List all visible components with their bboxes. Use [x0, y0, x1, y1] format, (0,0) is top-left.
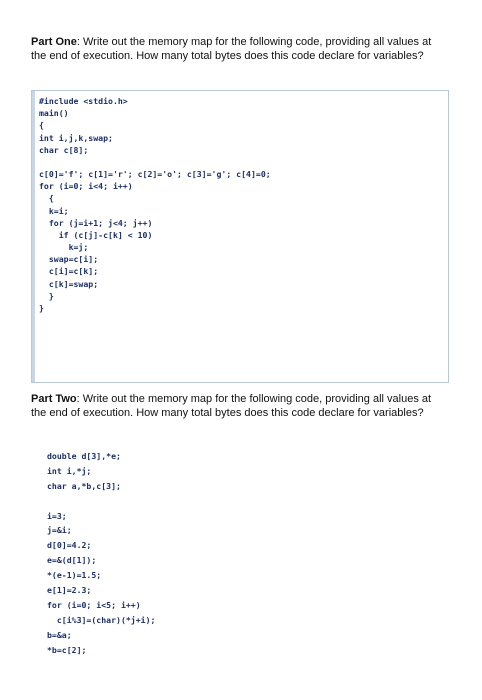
part-one-code-line: if (c[j]-c[k] < 10)	[39, 229, 153, 240]
part-one-code-line: for (i=0; i<4; i++)	[39, 181, 133, 192]
part-one-code-line: swap=c[i];	[39, 254, 99, 265]
part-one-code-box	[31, 90, 449, 383]
part-one-code-line: {	[39, 193, 54, 204]
part-one-code-line: #include <stdio.h>	[39, 96, 128, 106]
part-two-code-line: j=&i;	[47, 525, 72, 536]
part-two-code-line: e=&(d[1]);	[47, 555, 97, 566]
part-two-code-line: b=&a;	[47, 629, 72, 640]
part-two-code-line: c[i%3]=(char)(*j+i);	[47, 614, 156, 625]
part-two-code	[47, 449, 155, 657]
part-two-code-line: char a,*b,c[3];	[47, 480, 121, 491]
part-one-code-line: k=j;	[39, 242, 89, 253]
part-two-code-line: int i,*j;	[47, 465, 92, 476]
part-one-code-line: c[i]=c[k];	[39, 266, 99, 277]
part-one-label: Part One	[31, 36, 77, 48]
part-one-section	[31, 36, 449, 63]
part-two-section	[31, 393, 449, 420]
part-one-code-line: main()	[39, 108, 69, 119]
part-one-code-line: c[k]=swap;	[39, 278, 99, 289]
part-one-question: : Write out the memory map for the following code, providing all values at the end of execution. How many total bytes does this code declare for variables?	[31, 36, 432, 62]
part-two-label: Part Two	[31, 393, 77, 405]
part-two-code-line: *(e-1)=1.5;	[47, 570, 102, 581]
part-two-code-line: double d[3],*e;	[47, 451, 121, 461]
part-one-code-line	[39, 156, 271, 168]
part-one-code-line: char c[8];	[39, 144, 89, 155]
part-two-question: : Write out the memory map for the following code, providing all values at the end of execution. How many total bytes does this code declare for variables?	[31, 393, 432, 419]
code-box-accent-bar	[32, 91, 35, 382]
part-two-code-line: i=3;	[47, 510, 67, 521]
part-one-code	[39, 95, 271, 314]
part-two-code-line: e[1]=2.3;	[47, 585, 92, 596]
part-one-code-line: int i,j,k,swap;	[39, 132, 113, 143]
part-two-code-line: d[0]=4.2;	[47, 540, 92, 551]
part-two-code-line	[47, 494, 155, 509]
part-one-code-line: for (j=i+1; j<4; j++)	[39, 217, 153, 228]
part-two-prompt	[31, 393, 449, 420]
part-two-code-line: *b=c[2];	[47, 644, 87, 655]
part-one-prompt	[31, 36, 449, 63]
part-two-code-line: for (i=0; i<5; i++)	[47, 599, 141, 610]
part-one-code-line: }	[39, 290, 54, 301]
part-one-code-line: }	[39, 303, 44, 313]
part-one-code-line: k=i;	[39, 205, 69, 216]
part-one-code-line: c[0]='f'; c[1]='r'; c[2]='o'; c[3]='g'; c[4]=0;	[39, 168, 271, 179]
part-one-code-line: {	[39, 120, 44, 131]
